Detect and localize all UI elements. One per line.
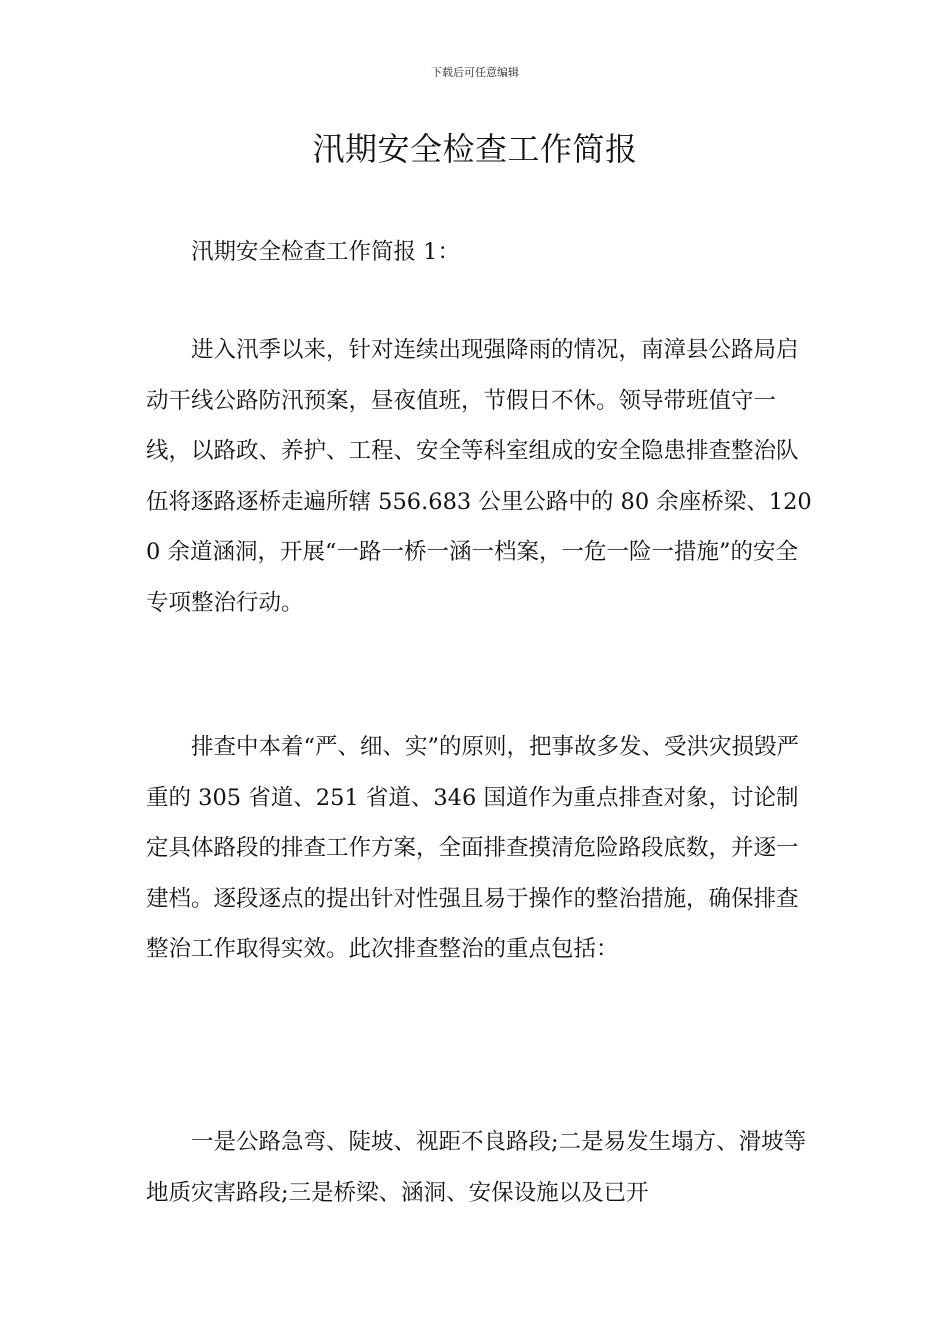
paragraph-2: 排查中本着“严、细、实”的原则，把事故多发、受洪灾损毁严重的 305 省道、251 省道、346 国道作为重点排查对象，讨论制定具体路段的排查工作方案，全面排查摸清危险路段底数，并逐一建档。逐段逐点的提出针对性强且易于操作的整治措施，确保排查整治工作取得实效。此次排查整治的重点包括： (146, 734, 800, 962)
paragraph-3: 一是公路急弯、陡坡、视距不良路段;二是易发生塌方、滑坡等地质灾害路段;三是桥梁、涵洞、安保设施以及已开 (146, 1129, 807, 1206)
document-subheading: 汛期安全检查工作简报 1： (191, 239, 460, 265)
document-title: 汛期安全检查工作简报 (312, 130, 638, 168)
paragraph-1: 进入汛季以来，针对连续出现强降雨的情况，南漳县公路局启动干线公路防汛预案，昼夜值班，节假日不休。领导带班值守一线，以路政、养护、工程、安全等科室组成的安全隐患排查整治队伍将逐路逐桥走遍所辖 556.683 公里公路中的 80 余座桥梁、1200 余道涵洞，开展“一路一桥一涵一档案，一危一险一措施”的安全专项整治行动。 (146, 337, 812, 616)
header-note: 下载后可任意编辑 (431, 66, 519, 79)
